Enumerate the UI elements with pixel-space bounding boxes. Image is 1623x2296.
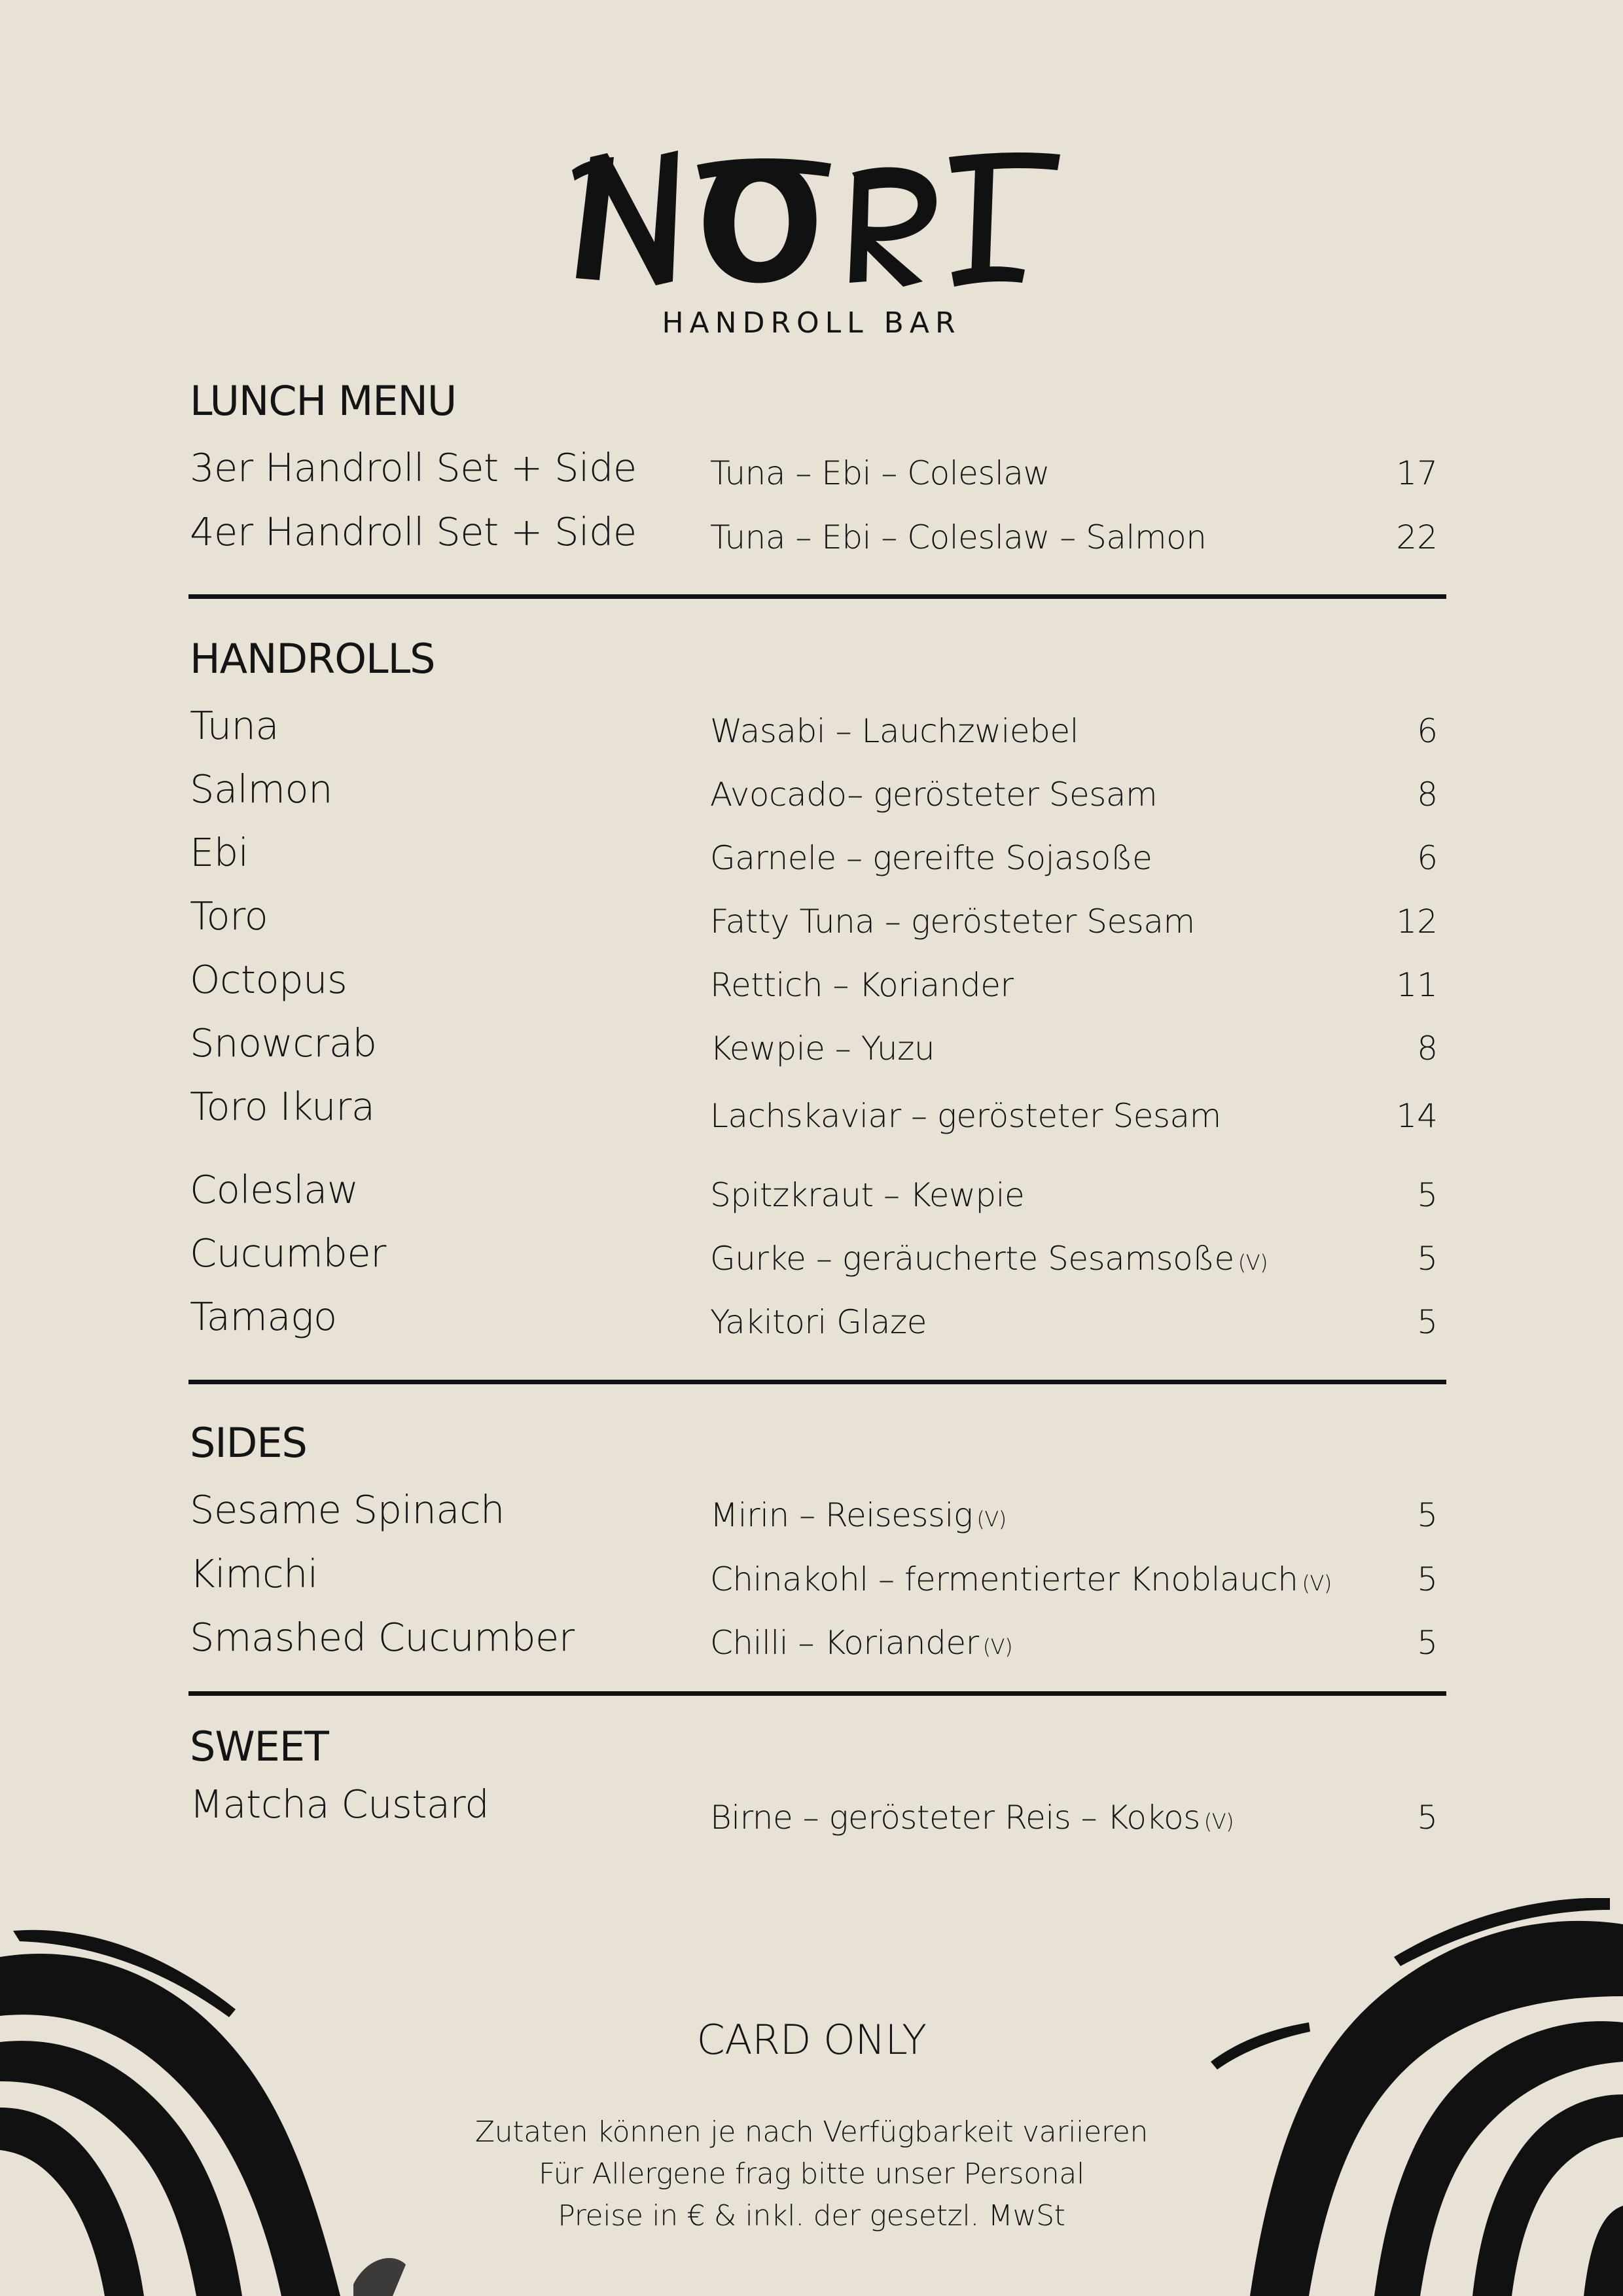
brand-logo — [0, 131, 1623, 301]
item-description: Chilli – Koriander (V) — [710, 1624, 1013, 1662]
brush-stroke-left-icon — [0, 1918, 425, 2296]
item-description: Gurke – geräucherte Sesamsoße (V) — [710, 1240, 1268, 1278]
item-name: Snowcrab — [190, 1020, 377, 1066]
item-name: Coleslaw — [190, 1167, 359, 1212]
item-name: Kimchi — [190, 1551, 318, 1596]
brand-subtitle: HANDROLL BAR — [662, 306, 961, 340]
menu-item — [0, 766, 1623, 832]
menu-item — [0, 445, 1623, 511]
footer-note: Zutaten können je nach Verfügbarkeit variieren — [474, 2115, 1149, 2149]
item-price: 22 — [1396, 518, 1438, 556]
item-description: Rettich – Koriander — [710, 966, 1014, 1004]
menu-item — [0, 1551, 1623, 1617]
item-name: 3er Handroll Set + Side — [190, 445, 637, 490]
item-name: 4er Handroll Set + Side — [190, 509, 637, 554]
item-name: Octopus — [190, 957, 348, 1002]
item-name: Toro Ikura — [190, 1084, 375, 1129]
menu-item — [0, 703, 1623, 768]
item-description: Tuna – Ebi – Coleslaw — [710, 454, 1050, 492]
menu-item — [0, 1615, 1623, 1680]
item-price: 5 — [1417, 1303, 1438, 1341]
item-name: Matcha Custard — [190, 1782, 490, 1827]
item-price: 11 — [1396, 966, 1438, 1004]
item-price: 5 — [1417, 1560, 1438, 1598]
menu-item — [0, 1487, 1623, 1552]
item-price: 5 — [1417, 1240, 1438, 1278]
section-divider — [188, 1380, 1446, 1384]
item-description: Wasabi – Lauchzwiebel — [710, 712, 1079, 750]
item-price: 8 — [1417, 1030, 1438, 1067]
menu-item — [0, 1782, 1623, 1847]
item-price: 5 — [1417, 1176, 1438, 1214]
section-title-sweet: SWEET — [190, 1723, 329, 1770]
item-price: 12 — [1396, 903, 1438, 941]
footer-note: Für Allergene frag bitte unser Personal — [538, 2157, 1085, 2191]
menu-item — [0, 1084, 1623, 1149]
item-name: Ebi — [190, 830, 249, 875]
payment-note: CARD ONLY — [696, 2016, 927, 2064]
item-description: Mirin – Reisessig (V) — [710, 1496, 1007, 1534]
menu-item — [0, 830, 1623, 895]
section-title-sides: SIDES — [190, 1419, 307, 1467]
item-description: Fatty Tuna – gerösteter Sesam — [710, 903, 1195, 941]
footer-note: Preise in € & inkl. der gesetzl. MwSt — [558, 2199, 1065, 2233]
section-divider — [188, 594, 1446, 599]
item-price: 5 — [1417, 1496, 1438, 1534]
item-description: Avocado– gerösteter Sesam — [710, 776, 1158, 814]
nori-logo-icon — [556, 131, 1067, 301]
brush-stroke-right-icon — [1198, 1898, 1623, 2296]
item-description: Birne – gerösteter Reis – Kokos (V) — [710, 1799, 1234, 1837]
section-title-handrolls: HANDROLLS — [190, 635, 435, 683]
item-name: Smashed Cucumber — [190, 1615, 575, 1660]
item-price: 5 — [1417, 1799, 1438, 1837]
item-price: 14 — [1396, 1097, 1438, 1135]
item-description: Tuna – Ebi – Coleslaw – Salmon — [710, 518, 1207, 556]
item-price: 6 — [1417, 712, 1438, 750]
item-price: 6 — [1417, 839, 1438, 877]
section-title-lunch: LUNCH MENU — [190, 377, 457, 425]
item-price: 5 — [1417, 1624, 1438, 1662]
menu-item — [0, 1020, 1623, 1086]
item-description: Kewpie – Yuzu — [710, 1030, 935, 1067]
item-name: Toro — [190, 893, 268, 939]
menu-item — [0, 1230, 1623, 1296]
menu-item — [0, 1294, 1623, 1359]
item-description: Yakitori Glaze — [710, 1303, 927, 1341]
item-name: Cucumber — [190, 1230, 386, 1276]
item-description: Garnele – gereifte Sojasoße — [710, 839, 1152, 877]
section-divider — [188, 1691, 1446, 1696]
item-description: Spitzkraut – Kewpie — [710, 1176, 1025, 1214]
item-price: 8 — [1417, 776, 1438, 814]
item-name: Sesame Spinach — [190, 1487, 505, 1532]
item-name: Salmon — [190, 766, 332, 812]
item-name: Tamago — [190, 1294, 337, 1339]
menu-item — [0, 509, 1623, 575]
item-description: Lachskaviar – gerösteter Sesam — [710, 1097, 1221, 1135]
item-price: 17 — [1396, 454, 1438, 492]
item-name: Tuna — [190, 703, 279, 748]
menu-item — [0, 957, 1623, 1022]
menu-item — [0, 1167, 1623, 1232]
item-description: Chinakohl – fermentierter Knoblauch (V) — [710, 1560, 1332, 1598]
menu-item — [0, 893, 1623, 959]
